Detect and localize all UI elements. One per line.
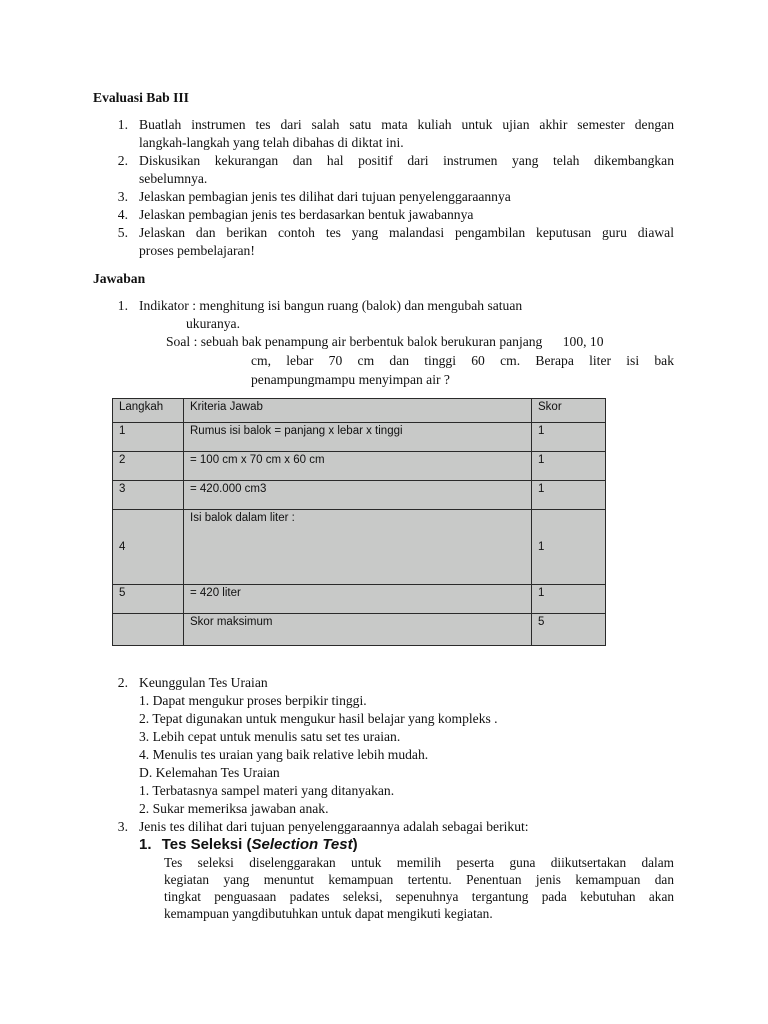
list-item-line: Jelaskan pembagian jenis tes dilihat dari tujuan penyelenggaraannya: [139, 189, 511, 204]
list-item-number: 1.: [117, 117, 128, 132]
list-item-line: proses pembelajaran!: [139, 243, 255, 258]
indikator-line: ukuranya.: [186, 316, 240, 331]
table-cell: 2: [113, 452, 184, 481]
table-row: [113, 452, 606, 481]
table-cell: 1: [532, 423, 606, 452]
soal-line: cm, lebar 70 cm dan tinggi 60 cm. Berapa liter isi bak: [251, 353, 674, 368]
list-item-number: 5.: [117, 225, 128, 240]
answer-2-line: D. Kelemahan Tes Uraian: [139, 765, 280, 780]
table-cell: 1: [532, 481, 606, 510]
indikator-line: Indikator : menghitung isi bangun ruang (balok) dan mengubah satuan: [139, 298, 523, 313]
table-cell: [113, 614, 184, 646]
soal-line: Soal : sebuah bak penampung air berbentuk balok berukuran panjang 100, 10: [166, 334, 604, 349]
paragraph-line: kegiatan yang menuntut kemampuan tertentu. Penentuan jenis kemampuan dan: [164, 872, 674, 887]
table-header: Kriteria Jawab: [184, 399, 532, 423]
list-item-line: Jelaskan dan berikan contoh tes yang malandasi pengambilan keputusan guru diawal: [139, 225, 674, 240]
list-item-number: 3.: [117, 189, 128, 204]
table-header: Langkah: [113, 399, 184, 423]
answer-2-line: 3. Lebih cepat untuk menulis satu set tes uraian.: [139, 729, 401, 744]
list-item-line: langkah-langkah yang telah dibahas di diktat ini.: [139, 135, 404, 150]
answer-2-line: 2. Sukar memeriksa jawaban anak.: [139, 801, 329, 816]
subsection-number: 1.: [139, 836, 152, 853]
answer-table: [112, 398, 606, 646]
table-cell: 1: [532, 510, 606, 585]
answer-number: 3.: [117, 819, 128, 834]
answer-2-line: 2. Tepat digunakan untuk mengukur hasil belajar yang kompleks .: [139, 711, 498, 726]
table-row: [113, 614, 606, 646]
subsection-title: [139, 836, 358, 853]
table-cell: 1: [113, 423, 184, 452]
table-cell: 5: [532, 614, 606, 646]
answer-2-line: 1. Terbatasnya sampel materi yang ditanyakan.: [139, 783, 395, 798]
table-cell: 1: [532, 585, 606, 614]
table-cell: = 420.000 cm3: [184, 481, 532, 510]
paragraph-line: kemampuan yangdibutuhkan untuk dapat mengikuti kegiatan.: [164, 906, 493, 921]
table-cell: = 100 cm x 70 cm x 60 cm: [184, 452, 532, 481]
paragraph-line: Tes seleksi diselenggarakan untuk memilih peserta guna diikutsertakan dalam: [164, 855, 674, 870]
answer-2-title: Keunggulan Tes Uraian: [139, 675, 268, 690]
table-cell: 5: [113, 585, 184, 614]
table-cell: 3: [113, 481, 184, 510]
table-row: [113, 423, 606, 452]
table-row: [113, 585, 606, 614]
answer-2-line: 1. Dapat mengukur proses berpikir tinggi.: [139, 693, 367, 708]
table-cell: Rumus isi balok = panjang x lebar x tinggi: [184, 423, 532, 452]
subsection-title-italic: Selection Test: [251, 836, 353, 853]
table-row: [113, 510, 606, 585]
table-cell: = 420 liter: [184, 585, 532, 614]
section-title-jawaban: Jawaban: [93, 271, 146, 286]
list-item-number: 4.: [117, 207, 128, 222]
soal-line: penampungmampu menyimpan air ?: [251, 372, 450, 387]
list-item-line: sebelumnya.: [139, 171, 208, 186]
paragraph-line: tingkat penguasaan padates seleksi, sepenuhnya tergantung pada kebutuhan akan: [164, 889, 674, 904]
list-item-line: Diskusikan kekurangan dan hal positif dari instrumen yang telah dikembangkan: [139, 153, 674, 168]
table-row: [113, 481, 606, 510]
list-item-number: 2.: [117, 153, 128, 168]
table-cell: Isi balok dalam liter :: [184, 510, 532, 585]
list-item-line: Buatlah instrumen tes dari salah satu mata kuliah untuk ujian akhir semester dengan: [139, 117, 674, 132]
subsection-title-prefix: Tes Seleksi (: [161, 836, 252, 853]
subsection-title-suffix: ): [352, 836, 358, 853]
table-header: Skor: [532, 399, 606, 423]
list-item-line: Jelaskan pembagian jenis tes berdasarkan bentuk jawabannya: [139, 207, 474, 222]
answer-number: 1.: [117, 298, 128, 313]
answer-number: 2.: [117, 675, 128, 690]
table-header-row: [113, 399, 606, 423]
section-title-evaluasi: Evaluasi Bab III: [93, 90, 189, 105]
answer-3-text: Jenis tes dilihat dari tujuan penyelenggaraannya adalah sebagai berikut:: [139, 819, 529, 834]
answer-2-line: 4. Menulis tes uraian yang baik relative lebih mudah.: [139, 747, 429, 762]
table-cell: Skor maksimum: [184, 614, 532, 646]
table-cell: 4: [113, 510, 184, 585]
table-cell: 1: [532, 452, 606, 481]
